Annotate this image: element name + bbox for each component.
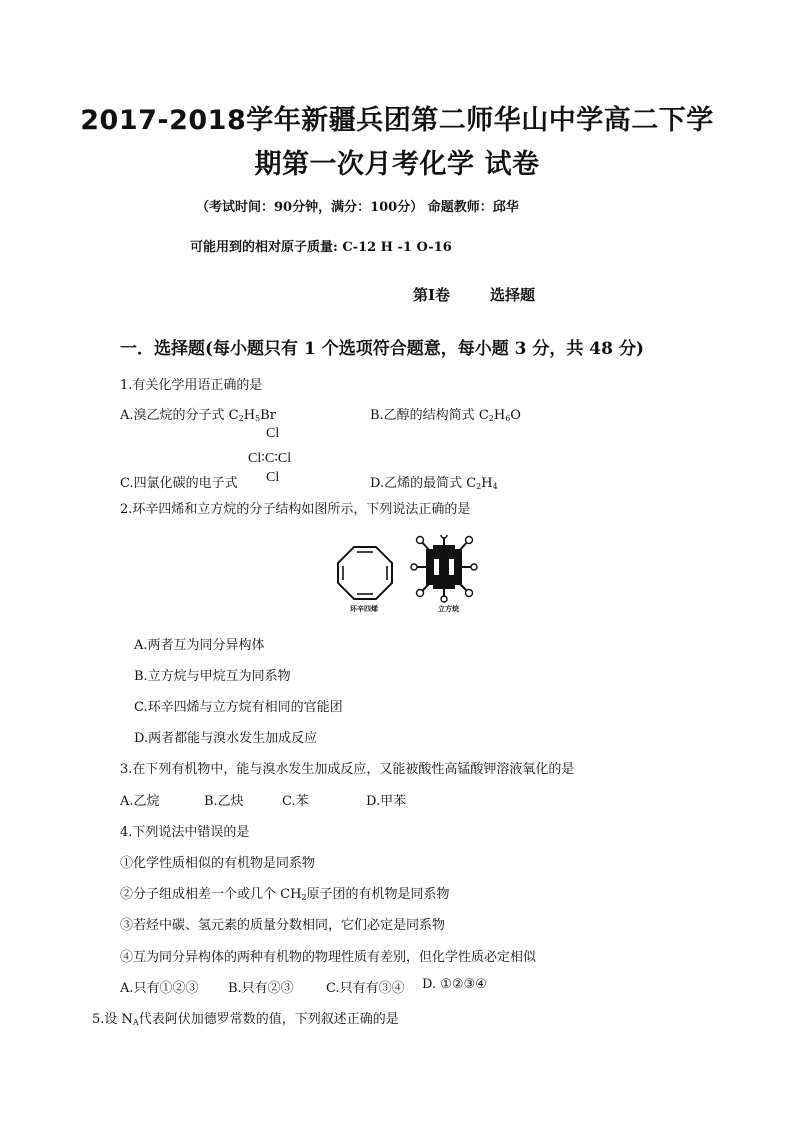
lewis-middle-row: Cl∶C∶Cl bbox=[248, 451, 292, 466]
q4-option-d: D. ①②③④ bbox=[422, 977, 487, 992]
q4-stem: 4.下列说法中错误的是 bbox=[120, 825, 250, 840]
q3-option-a: A.乙烷 bbox=[120, 794, 160, 809]
volume-title: 第Ⅰ卷 bbox=[413, 286, 451, 304]
lewis-cl-bottom: Cl bbox=[266, 470, 280, 485]
molecule-figure bbox=[330, 535, 480, 615]
q3-option-d: D.甲苯 bbox=[366, 794, 407, 809]
q4-option-a: A.只有①②③ bbox=[120, 981, 199, 996]
exam-title-line2: 期第一次月考化学 试卷 bbox=[254, 149, 540, 180]
q3-option-b: B.乙炔 bbox=[204, 794, 244, 809]
caption-cyclooctatetraene: 环辛四烯 bbox=[350, 605, 378, 613]
q4-statement-3: ③若烃中碳、氢元素的质量分数相同，它们必定是同系物 bbox=[120, 918, 446, 933]
cubane-structure bbox=[411, 535, 477, 602]
q1-option-b: B.乙醇的结构简式 $C_2H_6O$ bbox=[370, 408, 521, 423]
part-heading: 一．选择题(每小题只有 1 个选项符合题意，每小题 3 分，共 48 分) bbox=[120, 339, 644, 359]
lewis-cl-top: Cl bbox=[266, 426, 280, 441]
q4-option-b: B.只有②③ bbox=[228, 981, 294, 996]
q4-statement-1: ①化学性质相似的有机物是同系物 bbox=[120, 856, 316, 871]
q4-statement-4: ④互为同分异构体的两种有机物的物理性质有差别，但化学性质必定相似 bbox=[120, 950, 537, 965]
q3-option-c: C.苯 bbox=[282, 794, 309, 809]
q1-option-a: A.溴乙烷的分子式 $C_2H_5Br$ bbox=[120, 408, 276, 423]
atomic-masses: 可能用到的相对原子质量: C-12 H -1 O-16 bbox=[190, 240, 452, 255]
q1-stem: 1.有关化学用语正确的是 bbox=[120, 378, 263, 393]
volume-name: 选择题 bbox=[490, 286, 536, 304]
q5-stem: 5.设 $N_A$代表阿伏加德罗常数的值，下列叙述正确的是 bbox=[92, 1012, 399, 1027]
q2-option-d: D.两者都能与溴水发生加成反应 bbox=[134, 731, 318, 746]
q2-option-c: C.环辛四烯与立方烷有相同的官能团 bbox=[134, 700, 343, 715]
exam-info: （考试时间：90分钟，满分：100分） 命题教师：邱华 bbox=[196, 200, 519, 215]
q1-option-c: C.四氯化碳的电子式 bbox=[120, 476, 238, 491]
q2-option-a: A.两者互为同分异构体 bbox=[134, 638, 265, 653]
q2-stem: 2.环辛四烯和立方烷的分子结构如图所示，下列说法正确的是 bbox=[120, 502, 471, 517]
q4-option-c: C.只有有③④ bbox=[326, 981, 405, 996]
q1-option-d: D.乙烯的最简式 $C_2H_4$ bbox=[370, 476, 498, 491]
q4-statement-2: ②分子组成相差一个或几个 $CH_2$原子团的有机物是同系物 bbox=[120, 887, 450, 902]
caption-cubane: 立方烷 bbox=[438, 605, 459, 613]
cyclooctatetraene-structure bbox=[338, 547, 392, 599]
q3-stem: 3.在下列有机物中，能与溴水发生加成反应，又能被酸性高锰酸钾溶液氧化的是 bbox=[120, 762, 575, 777]
exam-title-line1: 2017-2018学年新疆兵团第二师华山中学高二下学 bbox=[80, 105, 714, 136]
q2-option-b: B.立方烷与甲烷互为同系物 bbox=[134, 669, 291, 684]
